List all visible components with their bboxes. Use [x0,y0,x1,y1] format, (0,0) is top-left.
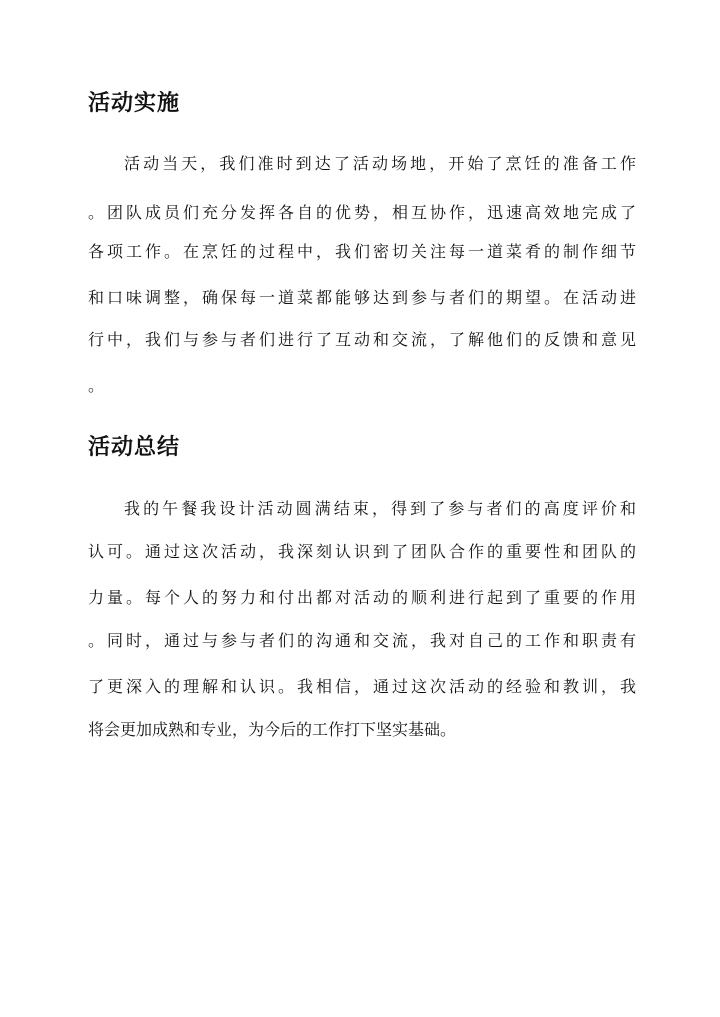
paragraph-line: 。团队成员们充分发挥各自的优势，相互协作，迅速高效地完成了 [88,203,636,222]
paragraph-line: 将会更加成熟和专业，为今后的工作打下坚实基础。 [88,720,457,739]
paragraph-line: 力量。每个人的努力和付出都对活动的顺利进行起到了重要的作用 [88,588,636,607]
paragraph-line: 认可。通过这次活动，我深刻认识到了团队合作的重要性和团队的 [88,542,636,561]
section-heading-implementation: 活动实施 [88,90,181,116]
paragraph-line: 。 [88,376,105,395]
paragraph-line: 。同时，通过与参与者们的沟通和交流，我对自己的工作和职责有 [88,631,636,650]
paragraph-line: 行中，我们与参与者们进行了互动和交流，了解他们的反馈和意见 [88,330,636,349]
paragraph-line: 了更深入的理解和认识。我相信，通过这次活动的经验和教训，我 [88,677,636,696]
paragraph-line: 我的午餐我设计活动圆满结束，得到了参与者们的高度评价和 [124,499,636,518]
paragraph-line: 和口味调整，确保每一道菜都能够达到参与者们的期望。在活动进 [88,288,636,307]
section-heading-summary: 活动总结 [88,434,181,460]
paragraph-line: 活动当天，我们准时到达了活动场地，开始了烹饪的准备工作 [124,154,636,173]
paragraph-line: 各项工作。在烹饪的过程中，我们密切关注每一道菜肴的制作细节 [88,242,636,261]
